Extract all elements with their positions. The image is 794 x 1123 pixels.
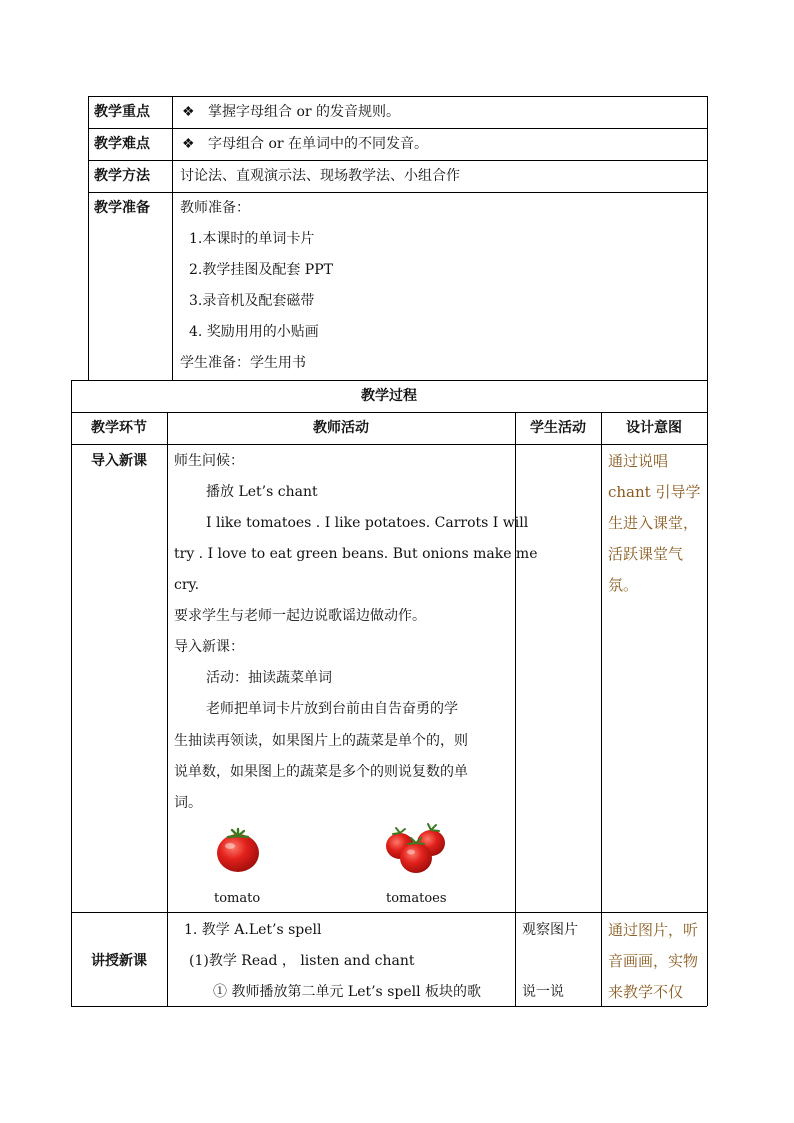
teacher-line: 1. 教学 A.Let’s spell (184, 922, 322, 938)
section-lead-in-label: 导入新课 (91, 453, 147, 469)
method-label: 教学方法 (94, 168, 150, 184)
prep-line: 2.教学挂图及配套 PPT (189, 262, 333, 278)
intent-line: 音画画，实物 (608, 952, 699, 970)
focus-label: 教学重点 (94, 104, 150, 120)
prep-line: 3.录音机及配套磁带 (189, 293, 315, 309)
intent-line: 氛。 (608, 576, 639, 594)
teacher-line: 师生问候： (174, 453, 244, 469)
tomatoes-caption: tomatoes (386, 891, 447, 906)
header-intent: 设计意图 (626, 420, 682, 436)
prep-line: 学生准备：学生用书 (180, 355, 306, 371)
tomato-caption: tomato (214, 891, 261, 906)
intent-line: 活跃课堂气 (608, 545, 684, 563)
focus-bullet: ❖ (182, 104, 195, 120)
difficulty-text: 字母组合 or 在单词中的不同发音。 (208, 136, 429, 152)
teacher-line: (1)教学 Read ， listen and chant (189, 953, 415, 969)
prep-line: 1.本课时的单词卡片 (189, 231, 315, 247)
teacher-line: try . I love to eat green beans. But onions make me (174, 546, 538, 562)
teacher-line: 活动：抽读蔬菜单词 (206, 670, 332, 686)
focus-text: 掌握字母组合 or 的发音规则。 (208, 104, 401, 120)
tomatoes-image (384, 822, 448, 878)
teacher-line: cry. (174, 577, 200, 593)
intent-line: 生进入课堂， (608, 514, 699, 532)
teacher-line: 说单数，如果图上的蔬菜是多个的则说复数的单 (174, 764, 468, 780)
teacher-line: 老师把单词卡片放到台前由自告奋勇的学 (206, 701, 458, 717)
student-line: 说一说 (522, 984, 564, 1000)
teacher-line: ① 教师播放第二单元 Let’s spell 板块的歌 (213, 984, 482, 1000)
intent-line: 通过图片，听 (608, 921, 699, 939)
difficulty-label: 教学难点 (94, 136, 150, 152)
method-text: 讨论法、直观演示法、现场教学法、小组合作 (180, 168, 460, 184)
teacher-line: 要求学生与老师一起边说歌谣边做动作。 (174, 608, 426, 624)
header-student: 学生活动 (530, 420, 586, 436)
prep-line: 4. 奖励用用的小贴画 (189, 324, 319, 340)
student-line: 观察图片 (522, 922, 578, 938)
section-new-lesson-label: 讲授新课 (91, 953, 147, 969)
teacher-line: 导入新课： (174, 639, 244, 655)
intent-line: chant 引导学 (608, 483, 701, 501)
header-teacher: 教师活动 (313, 420, 369, 436)
process-title: 教学过程 (361, 388, 417, 404)
intent-line: 来教学不仅 (608, 983, 684, 1001)
teacher-line: 词。 (174, 795, 202, 811)
difficulty-bullet: ❖ (182, 136, 195, 152)
header-stage: 教学环节 (91, 420, 147, 436)
intent-line: 通过说唱 (608, 452, 669, 470)
teacher-line: I like tomatoes . I like potatoes. Carrots I will (206, 515, 529, 531)
teacher-line: 播放 Let’s chant (206, 484, 318, 500)
teacher-line: 生抽读再领读，如果图片上的蔬菜是单个的，则 (174, 733, 468, 749)
prep-line: 教师准备： (180, 200, 250, 216)
tomato-image (214, 826, 262, 874)
prep-label: 教学准备 (94, 200, 150, 216)
